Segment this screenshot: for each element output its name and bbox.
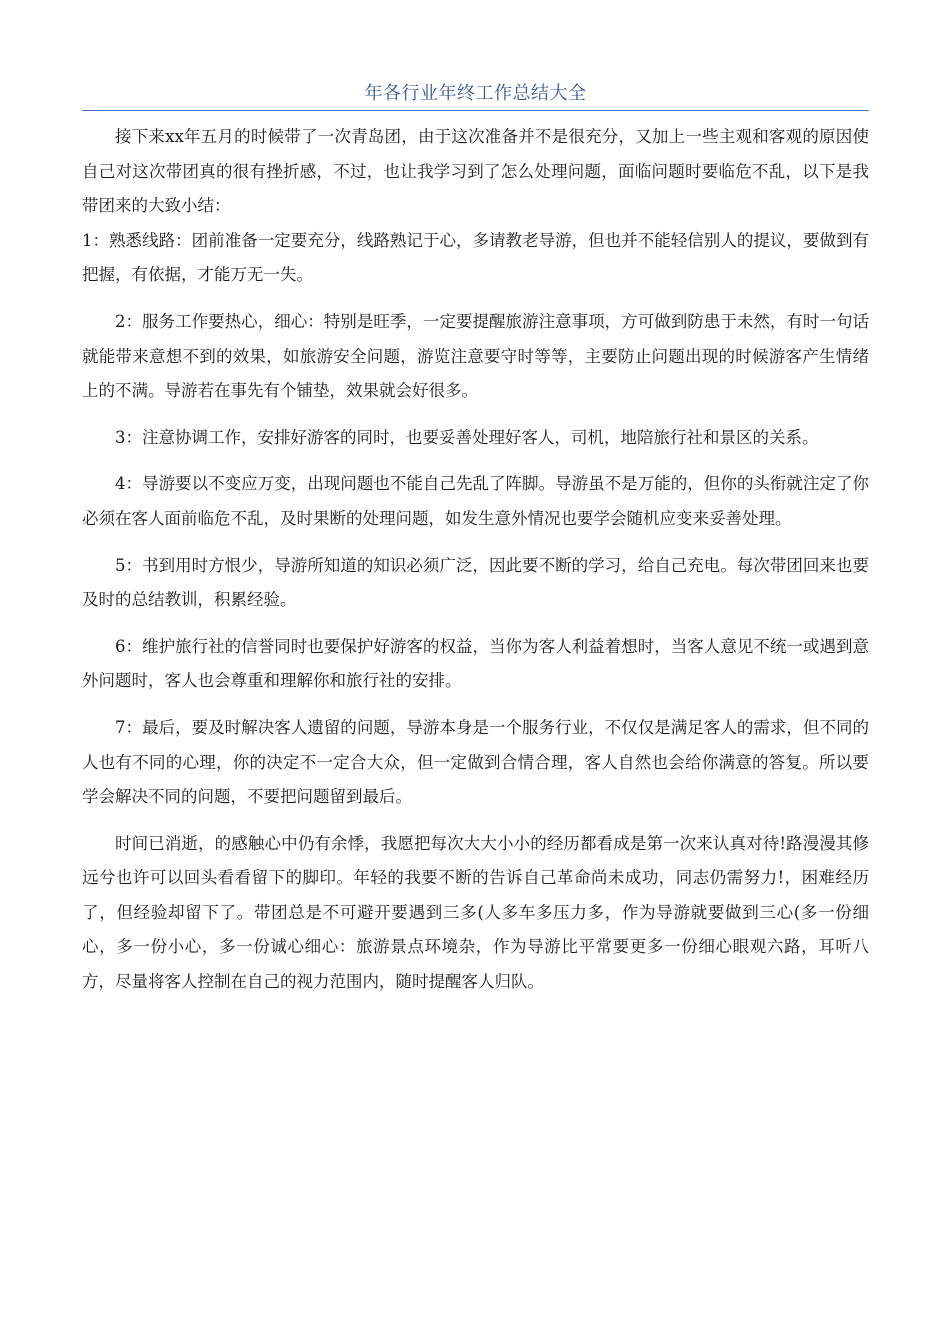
paragraph-conclusion: 时间已消逝，的感触心中仍有余悸，我愿把每次大大小小的经历都看成是第一次来认真对待!路漫漫其修远兮也许可以回头看看留下的脚印。年轻的我要不断的告诉自己革命尚未成功，同志仍需努力!，困难经历了，但经验却留下了。带团总是不可避开要遇到三多(人多车多压力多，作为导游就要做到三心(多一份细心，多一份小心，多一份诚心细心：旅游景点环境杂，作为导游比平常要更多一份细心眼观六路，耳听八方，尽量将客人控制在自己的视力范围内，随时提醒客人归队。 (82, 833, 869, 992)
paragraph-point-1: 1：熟悉线路：团前准备一定要充分，线路熟记于心，多请教老导游，但也并不能轻信别人的提议，要做到有把握，有依据，才能万无一失。 (82, 230, 869, 285)
page-header (82, 80, 869, 111)
paragraph-intro: 接下来xx年五月的时候带了一次青岛团，由于这次准备并不是很充分，又加上一些主观和客观的原因使自己对这次带团真的很有挫折感，不过，也让我学习到了怎么处理问题，面临问题时要临危不乱，以下是我带团来的大致小结： (82, 127, 869, 216)
document-body (82, 120, 869, 1000)
paragraph-point-4: 4：导游要以不变应万变，出现问题也不能自己先乱了阵脚。导游虽不是万能的，但你的头衔就注定了你必须在客人面前临危不乱，及时果断的处理问题，如发生意外情况也要学会随机应变来妥善处理。 (82, 474, 869, 528)
paragraph-point-5: 5：书到用时方恨少，导游所知道的知识必须广泛，因此要不断的学习，给自己充电。每次带团回来也要及时的总结教训，积累经验。 (82, 555, 869, 610)
paragraph-point-2: 2：服务工作要热心，细心：特别是旺季，一定要提醒旅游注意事项，方可做到防患于未然，有时一句话就能带来意想不到的效果，如旅游安全问题，游览注意要守时等等，主要防止问题出现的时候游客产生情绪上的不满。导游若在事先有个铺垫，效果就会好很多。 (82, 311, 869, 401)
document-title: 年各行业年终工作总结大全 (364, 83, 587, 104)
paragraph-point-6: 6：维护旅行社的信誉同时也要保护好游客的权益，当你为客人利益着想时，当客人意见不统一或遇到意外问题时，客人也会尊重和理解你和旅行社的安排。 (82, 636, 869, 691)
paragraph-point-3: 3：注意协调工作，安排好游客的同时，也要妥善处理好客人，司机，地陪旅行社和景区的关系。 (115, 427, 819, 447)
paragraph-point-7: 7：最后，要及时解决客人遗留的问题，导游本身是一个服务行业，不仅仅是满足客人的需求，但不同的人也有不同的心理，你的决定不一定合大众，但一定做到合情合理，客人自然也会给你满意的答复。所以要学会解决不同的问题，不要把问题留到最后。 (82, 717, 869, 807)
